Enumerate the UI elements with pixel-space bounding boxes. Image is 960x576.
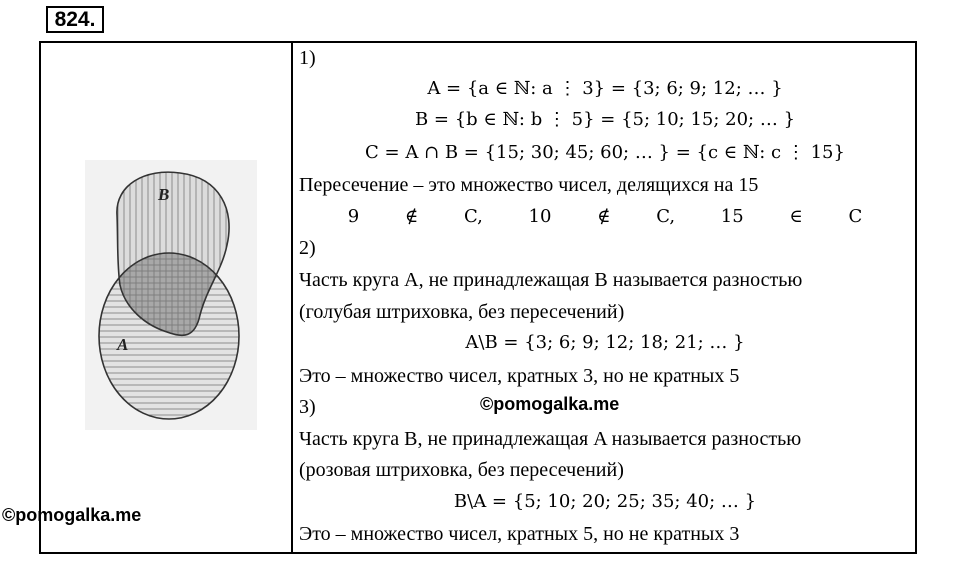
part3-line1: Часть круга B, не принадлежащая A называется разностью xyxy=(299,428,802,450)
difference-b-a: B\A = {5; 10; 20; 25; 35; 40; … } xyxy=(453,491,757,512)
set-c-definition: C = A ∩ B = {15; 30; 45; 60; … } = {c ∈ ℕ: c ⋮ 15} xyxy=(365,142,845,163)
table-divider xyxy=(291,41,293,554)
part3-line3: Это – множество чисел, кратных 5, но не кратных 3 xyxy=(299,523,740,545)
set-a-definition: A = {a ∈ ℕ: a ⋮ 3} = {3; 6; 9; 12; … } xyxy=(427,78,783,99)
difference-a-b: A\B = {3; 6; 9; 12; 18; 21; … } xyxy=(465,332,745,353)
venn-diagram xyxy=(85,160,257,430)
part2-line2: (голубая штриховка, без пересечений) xyxy=(299,301,625,323)
membership-line: 9 ∉ C, 10 ∉ C, 15 ∈ C xyxy=(347,206,863,227)
label-a: A xyxy=(117,335,129,354)
intersection-description: Пересечение – это множество чисел, делящихся на 15 xyxy=(299,174,759,196)
watermark-left: ©pomogalka.me xyxy=(2,505,142,525)
label-b: B xyxy=(158,185,170,204)
part1-header: 1) xyxy=(299,47,316,69)
problem-number: 824. xyxy=(46,6,104,33)
part2-header: 2) xyxy=(299,237,316,259)
set-b-definition: B = {b ∈ ℕ: b ⋮ 5} = {5; 10; 15; 20; … } xyxy=(414,109,796,130)
part3-header: 3) xyxy=(299,396,316,418)
part3-line2: (розовая штриховка, без пересечений) xyxy=(299,459,624,481)
part2-line1: Часть круга A, не принадлежащая B называется разностью xyxy=(299,269,803,291)
watermark-center: ©pomogalka.me xyxy=(480,394,620,414)
part2-line3: Это – множество чисел, кратных 3, но не кратных 5 xyxy=(299,365,740,387)
